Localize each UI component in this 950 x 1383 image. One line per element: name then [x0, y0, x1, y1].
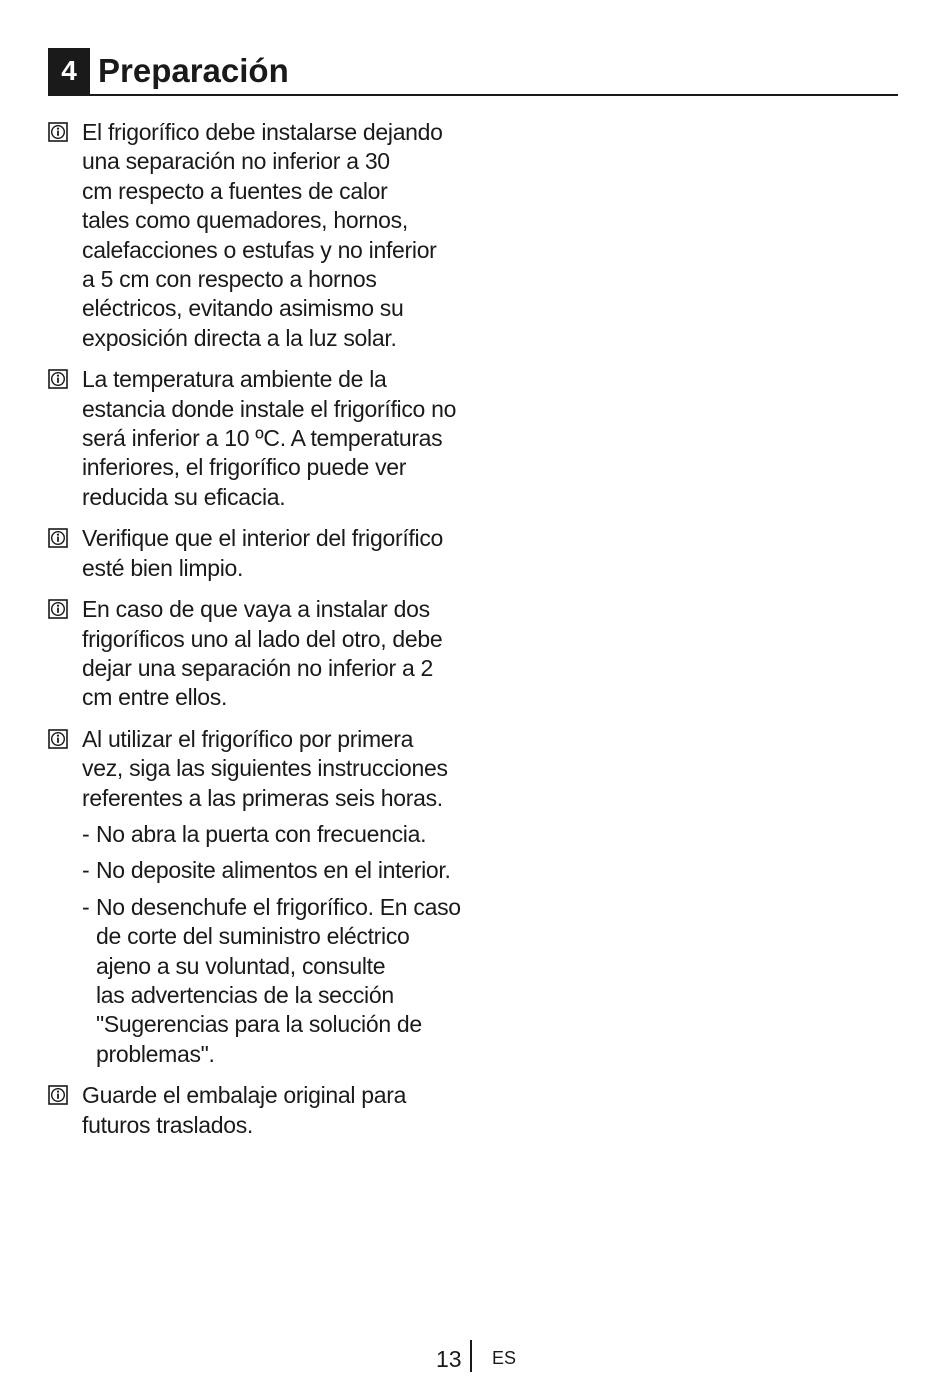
page-number: 13: [436, 1346, 462, 1372]
text-line: referentes a las primeras seis horas.: [82, 784, 443, 811]
list-item: [48, 1081, 468, 1140]
text-line: frigoríficos uno al lado del otro, debe: [82, 625, 443, 652]
list-item: [48, 118, 468, 353]
text-line: En caso de que vaya a instalar dos: [82, 596, 430, 623]
text-line: de corte del suministro eléctrico: [96, 923, 410, 950]
text-line: problemas".: [96, 1040, 215, 1067]
list-item: [48, 524, 468, 583]
text-line: "Sugerencias para la solución de: [96, 1011, 422, 1038]
sub-list-item: [82, 820, 468, 849]
info-icon: [48, 528, 68, 548]
text-line: estancia donde instale el frigorífico no: [82, 395, 457, 422]
page-footer: [436, 1340, 536, 1374]
text-line: una separación no inferior a 30: [82, 148, 390, 175]
list-item: [48, 725, 468, 1069]
section-number-badge: 4: [48, 48, 90, 94]
text-line: futuros traslados.: [82, 1111, 254, 1138]
text-line: tales como quemadores, hornos,: [82, 207, 408, 234]
text-line: cm entre ellos.: [82, 684, 228, 711]
dash-bullet: -: [82, 857, 90, 884]
instruction-list: [48, 118, 468, 1152]
text-line: No desenchufe el frigorífico. En caso: [96, 893, 461, 920]
info-icon: [48, 1085, 68, 1105]
text-line: Guarde el embalaje original para: [82, 1082, 407, 1109]
text-line: Verifique que el interior del frigorífico: [82, 525, 444, 552]
sub-list-item: [82, 893, 468, 1069]
section-header: [48, 48, 898, 96]
text-line: reducida su eficacia.: [82, 483, 286, 510]
info-icon: [48, 369, 68, 389]
text-line: eléctricos, evitando asimismo su: [82, 295, 404, 322]
footer-divider: [470, 1340, 472, 1372]
info-icon: [48, 122, 68, 142]
dash-bullet: -: [82, 820, 90, 847]
text-line: será inferior a 10 ºC. A temperaturas: [82, 425, 443, 452]
text-line: esté bien limpio.: [82, 554, 244, 581]
text-line: a 5 cm con respecto a hornos: [82, 266, 377, 293]
page-title: Preparación: [98, 52, 289, 89]
dash-bullet: -: [82, 893, 90, 920]
text-line: dejar una separación no inferior a 2: [82, 654, 434, 681]
text-line: El frigorífico debe instalarse dejando: [82, 119, 443, 145]
text-line: exposición directa a la luz solar.: [82, 324, 397, 351]
text-line: La temperatura ambiente de la: [82, 366, 387, 393]
list-item: [48, 595, 468, 713]
text-line: No deposite alimentos en el interior.: [96, 857, 451, 884]
text-line: No abra la puerta con frecuencia.: [96, 820, 427, 847]
language-code: ES: [492, 1348, 517, 1368]
info-icon: [48, 729, 68, 749]
info-icon: [48, 599, 68, 619]
text-line: vez, siga las siguientes instrucciones: [82, 755, 448, 782]
sub-list-item: [82, 856, 468, 885]
text-line: Al utilizar el frigorífico por primera: [82, 725, 414, 752]
text-line: las advertencias de la sección: [96, 981, 394, 1008]
list-item: [48, 365, 468, 512]
text-line: ajeno a su voluntad, consulte: [96, 952, 386, 979]
text-line: inferiores, el frigorífico puede ver: [82, 454, 407, 481]
text-line: calefacciones o estufas y no inferior: [82, 236, 437, 263]
text-line: cm respecto a fuentes de calor: [82, 177, 388, 204]
